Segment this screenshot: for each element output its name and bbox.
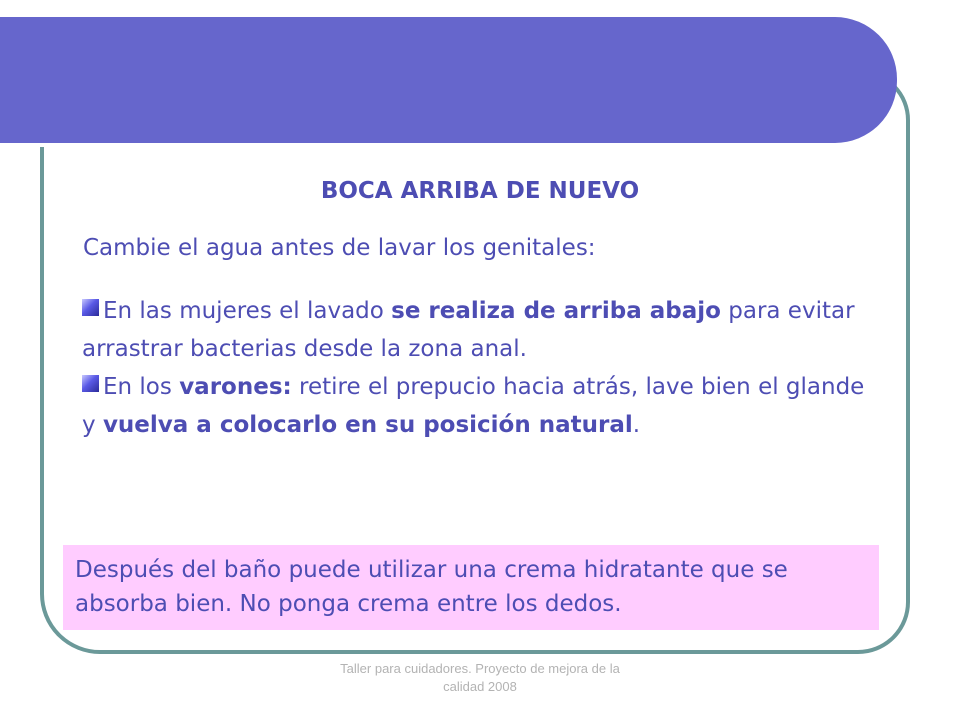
square-bullet-icon <box>82 375 99 392</box>
slide-title: BOCA ARRIBA DE NUEVO <box>320 178 640 204</box>
paragraph-women-bold: se realiza de arriba abajo <box>391 298 721 324</box>
paragraph-men-bold-2: vuelva a colocarlo en su posición natural <box>102 412 633 438</box>
header-divider <box>0 143 848 147</box>
footer-text: Taller para cuidadores. Proyecto de mejora de la calidad 2008 <box>340 661 620 694</box>
paragraph-men <box>82 368 882 444</box>
square-bullet-icon <box>82 299 99 316</box>
header-bar <box>0 17 897 143</box>
paragraph-men-bold-1: varones: <box>179 374 292 400</box>
paragraph-women <box>82 292 882 368</box>
body-text <box>82 292 882 444</box>
paragraph-women-text-before: En las mujeres el lavado <box>103 298 392 324</box>
paragraph-men-text-before: En los <box>103 374 180 400</box>
note-box: Después del baño puede utilizar una crema hidratante que se absorba bien. No ponga crema entre los dedos. <box>63 545 879 630</box>
paragraph-women-text-after: para evitar arrastrar bacterias desde la zona anal. <box>82 298 855 362</box>
intro-text: Cambie el agua antes de lavar los genitales: <box>83 235 596 261</box>
paragraph-men-text-middle: retire el prepucio hacia atrás, lave bien el glande y <box>82 374 865 438</box>
paragraph-men-text-end: . <box>632 412 641 438</box>
